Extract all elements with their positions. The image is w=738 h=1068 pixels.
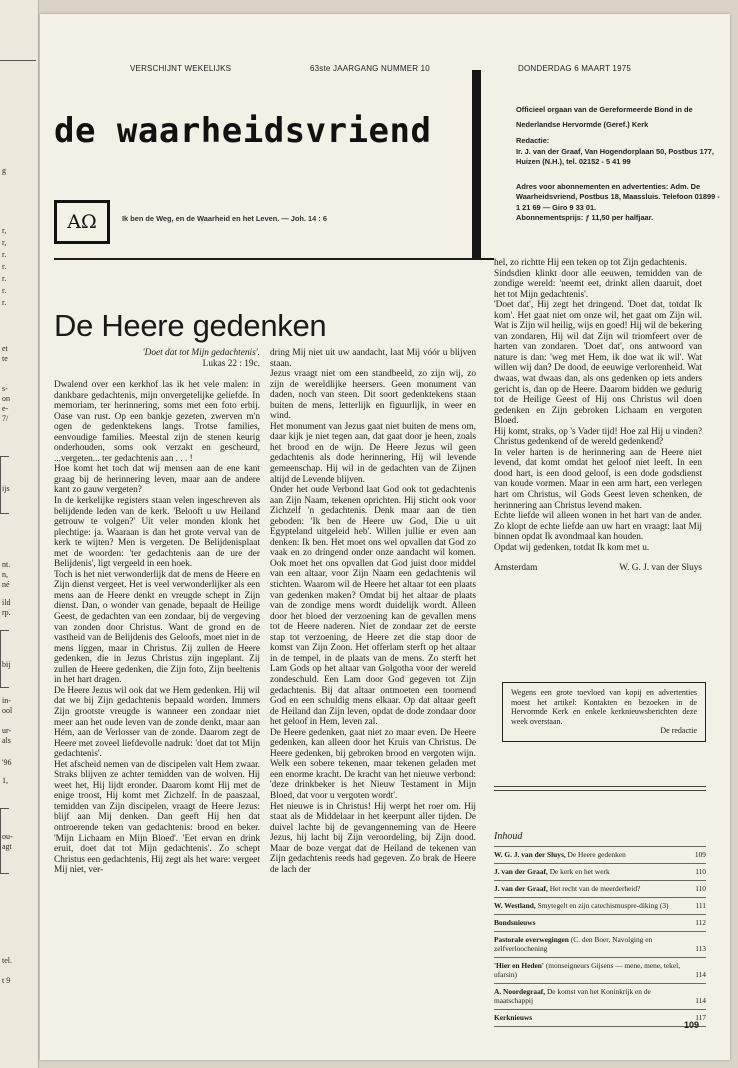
- article-column-3: [494, 258, 702, 574]
- prev-page-fragment: ur-: [2, 726, 12, 735]
- masthead-title: de waarheidsvriend: [54, 111, 432, 151]
- prev-page-box: [0, 808, 9, 874]
- prev-page-fragment: nt.: [2, 560, 11, 569]
- header-weekly: VERSCHIJNT WEKELIJKS: [130, 64, 232, 73]
- toc-row[interactable]: [494, 931, 706, 957]
- prev-page-fragment: te: [2, 354, 8, 363]
- toc-page: 110: [695, 884, 706, 893]
- article-title: De Heere gedenken: [54, 308, 327, 343]
- prev-page-fragment: als: [2, 736, 11, 745]
- paragraph: Echte liefde wil alleen wonen in het hart van de ander. Zo klopt de echte liefde aan uw hart en vraagt: laat Mij binnen opdat Ik avondmaal kan houden.: [494, 511, 702, 543]
- prev-page-fragment: né: [2, 580, 10, 589]
- toc-title: De Heere gedenken: [567, 850, 626, 859]
- toc-author: J. van der Graaf,: [494, 867, 548, 876]
- prev-page-fragment: r,: [2, 238, 7, 247]
- prev-page-fragment: e-: [2, 404, 9, 413]
- prev-page-fragment: ool: [2, 706, 13, 715]
- prev-page-fragment: g: [2, 166, 6, 175]
- prev-page-fragment: et: [2, 344, 8, 353]
- signature-place: Amsterdam: [494, 563, 538, 574]
- toc-row[interactable]: [494, 880, 706, 897]
- toc-row[interactable]: [494, 1009, 706, 1027]
- prev-page-fragment: 7/: [2, 414, 9, 423]
- prev-page-fragment: in-: [2, 696, 11, 705]
- paragraph: Hoe komt het toch dat wij mensen aan de ene kant graag bij de herinnering leven, maar aan de andere kant zo gauw vergeten?: [54, 464, 260, 496]
- page-number: 109: [684, 1020, 700, 1030]
- toc-page: 114: [695, 970, 706, 979]
- editorial-notice: [502, 682, 706, 742]
- toc-row[interactable]: [494, 846, 706, 863]
- paragraph: hel, zo richtte Hij een teken op tot Zijn gedachtenis.: [494, 258, 687, 268]
- quote-text: 'Doet dat tot Mijn gedachtenis'.: [142, 348, 260, 358]
- toc-row[interactable]: [494, 914, 706, 931]
- paragraph: In veler harten is de herinnering aan de Heere niet levend, dat komt omdat het geloof niet leeft. In een dood hart, is een dood geloof, is een dode godsdienst van koude vormen. Maar in een arm hart, een verlegen hart om Christus, wil Gods Geest leven schenken, de herinnering aan Christus levend maken.: [494, 447, 702, 511]
- toc-author: Pastorale overwegingen: [494, 935, 569, 944]
- header-date: DONDERDAG 6 MAART 1975: [518, 64, 632, 73]
- notice-signature: De redactie: [660, 726, 697, 735]
- header-volume: 63ste JAARGANG NUMMER 10: [310, 64, 430, 73]
- signature-author: W. G. J. van der Sluys: [619, 563, 702, 574]
- toc-author: 'Hier en Heden': [494, 961, 544, 970]
- toc-heading: Inhoud: [494, 831, 523, 842]
- paragraph: Het afscheid nemen van de discipelen valt Hem zwaar. Straks blijven ze achter temidden van de wolven. Hij weet het, Hij lijdt eronder. Daarom komt Hij met de enige troost, Hij komt met Zichzelf. In de paaszaal, temidden van Zijn discipelen, vraagt de Heere Jezus: blijf aan Mij denken. Dan geeft Hij hen dat ontroerende teken van gedachtenis: brood en beker. 'Mijn Lichaam en Mijn Bloed'. 'Eet ervan en drink eruit, doet dat tot Mijn gedachtenis'. Zo schept Christus een gedachtenis, Hij zegt als het ware: vergeet Mij niet, ver-: [54, 759, 260, 876]
- notice-text: Wegens een grote toevloed van kopij en advertenties moest het artikel: Kontakten en bezoeken in de Hervormde Kerk en enkele kerknieuwsberichten deze week overstaan.: [511, 688, 697, 726]
- toc-page: 112: [695, 918, 706, 927]
- toc-row[interactable]: [494, 897, 706, 914]
- prev-page-fragment: r.: [2, 286, 7, 295]
- paragraph: Opdat wij gedenken, totdat Ik kom met u.: [494, 542, 650, 553]
- paragraph: dring Mij niet uit uw aandacht, laat Mij vóór u blijven staan.: [270, 348, 476, 369]
- organ-statement: Officieel orgaan van de Gereformeerde Bond in de Nederlandse Hervormde (Geref.) Kerk: [516, 105, 693, 129]
- toc-author: J. van der Graaf,: [494, 884, 548, 893]
- prev-page-fragment: bij: [2, 660, 11, 669]
- alpha-omega-logo: [54, 200, 110, 244]
- masthead-divider-bar: [472, 70, 481, 260]
- toc-page: 114: [695, 996, 706, 1005]
- prev-page-fragment: on: [2, 394, 10, 403]
- subscription-price: Abonnementsprijs: ƒ 11,50 per halfjaar.: [516, 213, 654, 222]
- paragraph: In de kerkelijke registers staan velen ingeschreven als belijdende leden van de kerk. 'Belooft u uw Heiland getrouw te volgen?' Uit veler monden klonk het plechtige: ja. Waaraan is dan het grote verval van de kerk te wijten? Men is vergeten. De Belijdenisplaat met de woorden: 'ter gedachtenis aan de ure der Belijdenis', ligt vergeeld in een hoek.: [54, 496, 260, 570]
- prev-page-fragment: r.: [2, 262, 7, 271]
- article-column-1: [54, 348, 260, 876]
- prev-page-fragment: tel.: [2, 956, 12, 965]
- toc-top-rule: [494, 790, 706, 791]
- prev-page-fragment: r.: [2, 298, 7, 307]
- toc-title: (monseigneurs Gijsens — mene, mene, tekel, ufarsin): [494, 961, 681, 979]
- prev-page-fragment: t 9: [2, 976, 11, 985]
- toc-page: 110: [695, 867, 706, 876]
- toc-author: W. G. J. van der Sluys,: [494, 850, 566, 859]
- quote-reference: Lukas 22 : 19c.: [202, 359, 260, 369]
- prev-page-fragment: ou-: [2, 832, 13, 841]
- prev-page-fragment: ijs: [2, 484, 10, 493]
- prev-page-fragment: r.: [2, 250, 7, 259]
- paragraph: Onder het oude Verbond laat God ook tot gedachtenis aan Zijn Naam, tekenen oprichten. Hij sticht ook voor Zichzelf 'n gedachtenis. Denk maar aan de tien geboden: 'Ik ben de Heere uw God, Die u uit Egypteland uitgeleid heb'. Willen jullie er even aan denken: Ik ben. Het moet ons wel opvallen dat God zo vaak en zo dringend onder onze aandacht wil komen. Ook moet het ons opvallen dat God juist door middel van een altaar, voor Zijn Naam een gedachtenis wil stichten. Waarom wil de Heere het altaar tot een plaats van gedenken maken? Omdat bij het altaar de plaats van de zondige mens wordt duidelijk wordt. Alleen door het bloed der verzoening kan de gevallen mens tot de Heere naderen. Niet de zondaar zet de eerste stap tot verzoening, de Heere zet die stap door de komst van Zijn Zoon. Het offerlam sterft op het altaar in de tempel, in de plaats van de mens. Zo sterft het Lam Gods op het altaar van Golgotha voor der wereld zondeschuld. Een Lam door God gegeven tot Zijn gedachtenis. Bij dat altaar ontmoeten een toornend God en een schuldig mens elkaar. Op dat altaar geeft de Heiland dan Zijn leven, opdat de dode zondaar door het geloof in Hem, leven zal.: [270, 485, 476, 728]
- toc-title: De komst van het Koninkrijk en de maatschappij: [494, 987, 651, 1005]
- header-rule: [54, 258, 494, 260]
- prev-page-box: [0, 630, 9, 688]
- toc-top-rule: [494, 786, 706, 787]
- masthead-info: [516, 102, 722, 228]
- toc-page: 109: [694, 850, 706, 859]
- toc-title: (C. den Boer, Navolging en zelfverloochening: [494, 935, 653, 953]
- prev-page-fragment: '96: [2, 758, 12, 767]
- toc-title: De kerk en het werk: [549, 867, 610, 876]
- toc-row[interactable]: [494, 957, 706, 983]
- previous-page-strip: [0, 0, 39, 1068]
- prev-page-fragment: n,: [2, 570, 8, 579]
- table-of-contents: [494, 831, 706, 1027]
- prev-page-fragment: rp.: [2, 608, 11, 617]
- logo-text: AΩ: [67, 211, 97, 233]
- paragraph: Toch is het niet verwonderlijk dat de mens de Heere en Zijn dienst vergeet. Het is veel verwonderlijker als een mens aan de Heere denkt en vreugde schept in Zijn dienst. Dan, o wonder van genade, bepaalt de Heilige Geest, de gedachten van een zondaar, bij de vergeving van zonden door Christus. Want de grond en de vastheid van de Belijdenis des Geloofs, moet niet in de mens liggen, maar in Christus. Zij zullen de Heere gedenken, die in Jezus Christus zijn ingeplant. Zij zullen de Heere gedenken, die Zijn foto, Zijn beeltenis in het hart dragen.: [54, 569, 260, 686]
- toc-title: Het recht van de meerderheid?: [549, 884, 641, 893]
- redactie-address: Ir. J. van der Graaf, Van Hogendorplaan 50, Postbus 177, Huizen (N.H.), tel. 02152 - 5 41 99: [516, 146, 714, 166]
- newspaper-page: [40, 14, 730, 1060]
- paragraph: De Heere Jezus wil ook dat we Hem gedenken. Hij wil dat we bij Zijn gedachtenis bepaald worden. Immers Zijn grootste vreugde is wanneer een zondaar niet meer aan het oude leven van de zonde denkt, maar aan Hém, aan de Verlosser van de zonde. Daarom zegt de Heere met zoveel liefdevolle nadruk: 'doet dat tot Mijn gedachtenis'.: [54, 685, 260, 760]
- prev-page-fragment: 1,: [2, 776, 8, 785]
- paragraph: 'Doet dat', Hij zegt het dringend. 'Doet dat, totdat Ik kom'. Het gaat niet om onze wil, het gaat om Zijn wil. Wat is Zijn wil heilig, wijs en goed! Hij wil de bekering van zondaren, Hij wil dat Zijn wil triomfeert over de harten van zondaren. 'Doet dat', ons antwoord van nature is dan: 'weg met Hem, ik doe wat ik wil'. Wat willen wij dan? De dood, de eeuwige verlorenheid. Wat dwaas, wat dwaas dan, als ons gedenken op iets anders gericht is, dan op de Heere. Daarom bidden we gedurig tot de Heilige Geest of Hij ons Christus wil doen gedenken en Zijn gebroken Lichaam en vergoten Bloed.: [494, 300, 702, 427]
- toc-page: 113: [695, 944, 706, 953]
- redactie-label: Redactie:: [516, 136, 550, 145]
- prev-page-fragment: s-: [2, 384, 8, 393]
- prev-page-fragment: agt: [2, 842, 12, 851]
- prev-page-fragment: r.: [2, 274, 7, 283]
- subscription-address: Adres voor abonnementen en advertenties: Adm. De Waarheidsvriend, Postbus 18, Maassluis. Telefoon 01899 - 1 21 69 — Giro 9 33 01.: [516, 181, 720, 212]
- paragraph: Het monument van Jezus gaat niet buiten de mens om, daar kijk je niet tegen aan, dat gaat door je heen, zoals het brood en de wijn. De Heere Jezus wil geen gedachtenis als dode herinnering, Hij wil levende gemeenschap. Hij wil in de gedachten van de Zijnen altijd de Levende blijven.: [270, 421, 476, 485]
- toc-author: Kerknieuws: [494, 1013, 533, 1022]
- article-column-2: [270, 348, 476, 875]
- paragraph: Jezus vraagt niet om een standbeeld, zo zijn wij, zo zijn de wereldlijke heersers. Geen monument van daden, noch van steen. Dit soort gedenktekens staan buiten de mens, letterlijk en figuurlijk, in weer en wind.: [270, 369, 476, 422]
- toc-author: W. Westland,: [494, 901, 536, 910]
- paragraph: Het nieuwe is in Christus! Hij werpt het roer om. Hij staat als de Middelaar in het keerpunt aller tijden. De duivel lachte bij de gevangenneming van de Heere Jezus, hij lacht bij Zijn veroordeling, bij Zijn dood. Maar de boze vergat dat de Heiland de tekenen van Zijn gedachtenis reeds had gegeven. Zo brak de Heere de lach der: [270, 801, 476, 875]
- toc-page: 111: [695, 901, 706, 910]
- signature: [494, 563, 702, 574]
- prev-page-fragment: r,: [2, 226, 7, 235]
- toc-page: 117: [695, 1013, 706, 1022]
- motto: Ik ben de Weg, en de Waarheid en het Leven. — Joh. 14 : 6: [122, 214, 327, 223]
- toc-author: A. Noordegraaf,: [494, 987, 546, 996]
- paragraph: Hij komt, straks, op 's Vader tijd! Hoe zal Hij u vinden? Christus gedenkend of de wereld gedenkend?: [494, 426, 702, 448]
- toc-row[interactable]: [494, 863, 706, 880]
- toc-author: Bondsnieuws: [494, 918, 536, 927]
- paragraph: Dwalend over een kerkhof las ik het vele malen: in dankbare gedachtenis, mijn onvergetelijke geliefde. In memoriam, ter herinnering, soms met een foto erbij. Oase van rust. Op een bankje gezeten, zwerven m'n ogen de gedenktekens langs. Trotse families, eenvoudige families. Meestal zijn de stenen keurig onderhouden, soms ook verzakt en gescheurd, ...vergeten... ter gedachtenis aan . . . !: [54, 380, 260, 464]
- bible-quote: [54, 348, 260, 370]
- paragraph: Sindsdien klinkt door alle eeuwen, temidden van de zondige wereld: 'neemt eet, drinkt allen daaruit, doet het tot Mijn gedachtenis'.: [494, 268, 702, 300]
- toc-row[interactable]: [494, 983, 706, 1009]
- paragraph: De Heere gedenken, gaat niet zo maar even. De Heere gedenken, kan alleen door het Kruis van Christus. De Heere gedenken, bij gebroken brood en vergoten wijn. Welk een sobere tekenen, maar tekenen geladen met een enorme kracht. De kracht van het nieuwe verbond: 'deze drinkbeker is het Nieuw Testament in Mijn Bloed, dat voor u vergoten wordt'.: [270, 727, 476, 801]
- prev-page-fragment: ild: [2, 598, 11, 607]
- prev-page-rule: [0, 60, 36, 61]
- toc-title: Smytegelt en zijn catechismuspre-diking (3): [537, 901, 669, 910]
